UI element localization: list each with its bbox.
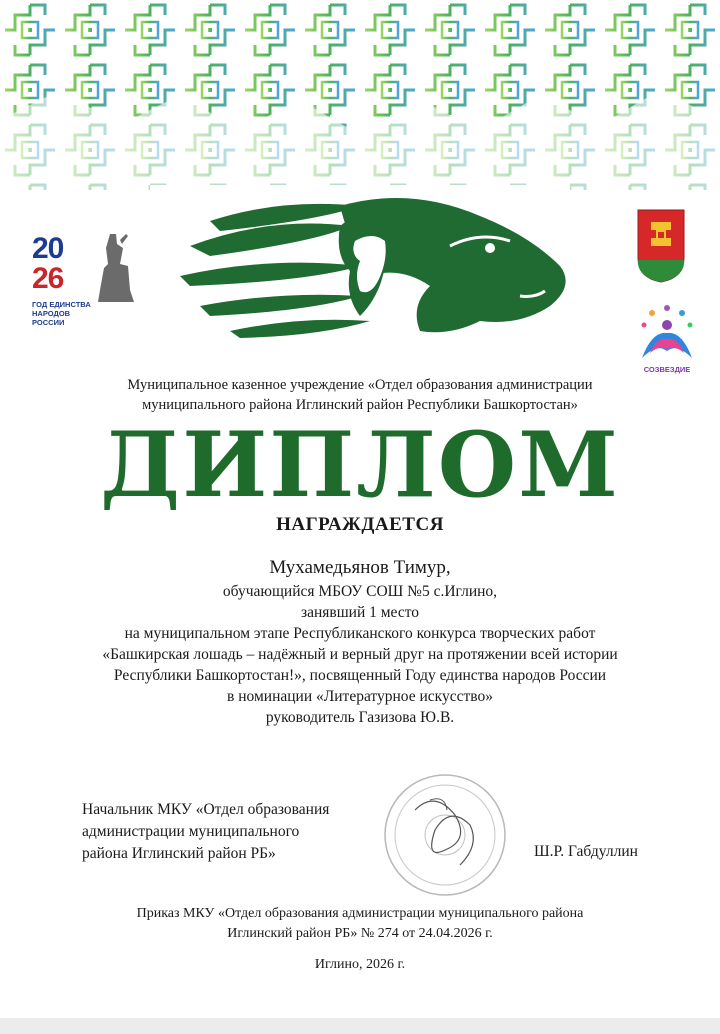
emblem-caption-line2: НАРОДОВ РОССИИ (32, 309, 71, 327)
institution-line1: Муниципальное казенное учреждение «Отдел образования администрации (127, 377, 593, 393)
emblem-year-bottom: 26 (32, 262, 64, 295)
award-line6: в номинации «Литературное искусство» (227, 688, 493, 705)
award-line3: на муниципальном этапе Республиканского конкурса творческих работ (124, 625, 596, 642)
award-line1: обучающийся МБОУ СОШ №5 с.Иглино, (222, 583, 498, 600)
order-reference (60, 904, 660, 944)
signer-line1: Начальник МКУ «Отдел образования (82, 801, 330, 818)
institution-line2: муниципального района Иглинский район Республики Башкортостан» (142, 397, 578, 413)
signer-line2: администрации муниципального (82, 823, 300, 840)
statue-icon (90, 230, 140, 304)
year-2026-emblem (32, 230, 144, 330)
award-line4: «Башкирская лошадь – надёжный и верный друг на протяжении всей истории (102, 646, 618, 663)
bottom-edge (0, 1018, 720, 1034)
order-line1: Приказ МКУ «Отдел образования администрации муниципального района (136, 906, 584, 921)
signer-title (82, 799, 412, 865)
emblem-caption (32, 300, 102, 327)
award-line7: руководитель Газизова Ю.В. (265, 709, 455, 726)
signer-name: Ш.Р. Габдуллин (534, 843, 638, 860)
institution-header (60, 375, 660, 415)
award-text (70, 555, 650, 728)
sozvezdie-logo (632, 303, 702, 377)
emblem-year-top: 20 (32, 232, 64, 265)
document-title: ДИПЛОМ (100, 412, 620, 518)
sozvezdie-label: СОЗВЕЗДИЕ (643, 365, 691, 374)
sozvezdie-icon (632, 303, 702, 365)
awarded-heading: НАГРАЖДАЕТСЯ (276, 514, 444, 535)
horse-rider-emblem (150, 186, 580, 346)
award-line2: занявший 1 место (300, 604, 420, 621)
recipient-name: Мухамедьянов Тимур, (269, 557, 451, 578)
ornament-border (0, 0, 720, 190)
iglino-coat-of-arms (636, 208, 686, 284)
place-date: Иглино, 2026 г. (314, 957, 406, 972)
award-line5: Республики Башкортостан!», посвященный Году единства народов России (113, 667, 607, 684)
order-line2: Иглинский район РБ» № 274 от 24.04.2026 г. (227, 926, 493, 941)
signer-line3: района Иглинский район РБ» (82, 845, 276, 862)
emblem-caption-line1: ГОД ЕДИНСТВА (32, 300, 91, 309)
